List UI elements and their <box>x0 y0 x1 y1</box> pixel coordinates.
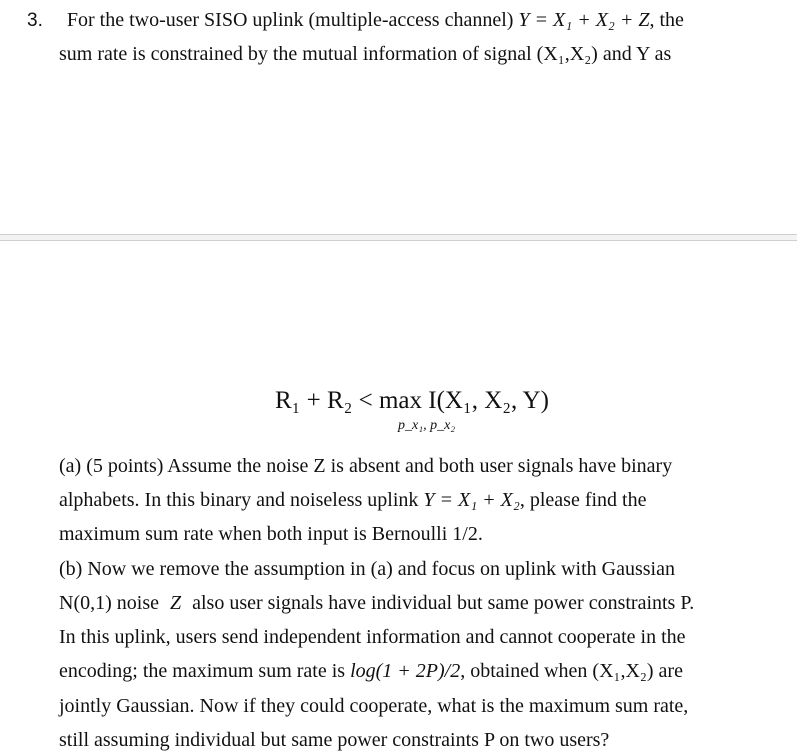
noiseless-equation: Y = X₁ + X₂ <box>423 489 520 511</box>
part-b-line-4 <box>59 659 683 683</box>
part-b-line-6: still assuming individual but same power constraints P on two users? <box>59 729 610 751</box>
part-b-text-4a: encoding; the maximum sum rate is <box>59 660 346 682</box>
sum-rate-formula: log(1 + 2P)/2 <box>350 660 461 682</box>
page-divider <box>0 234 797 241</box>
part-a-line-3: maximum sum rate when both input is Bernoulli 1/2. <box>59 523 483 545</box>
part-a-text-2: alphabets. In this binary and noiseless uplink <box>59 489 419 511</box>
question-number: 3. <box>27 10 43 31</box>
sum-rate-equation: R₁ + R₂ < max I(X₁, X₂, Y) <box>275 387 549 414</box>
question-text-1: For the two-user SISO uplink (multiple-access channel) <box>66 9 514 31</box>
part-b-line-2 <box>59 591 694 615</box>
question-line-1 <box>27 8 684 33</box>
part-a-text-2-tail: , please find the <box>519 489 647 511</box>
question-line-2: sum rate is constrained by the mutual information of signal (X₁,X₂) and Y as <box>59 43 672 65</box>
part-b-text-4b: , obtained when (X₁,X₂) are <box>460 660 683 682</box>
part-b-text-2a: N(0,1) noise <box>59 592 159 614</box>
part-a-line-1: (a) (5 points) Assume the noise Z is absent and both user signals have binary <box>59 455 673 477</box>
part-b-line-5: jointly Gaussian. Now if they could cooperate, what is the maximum sum rate, <box>59 695 689 717</box>
part-b-line-1: (b) Now we remove the assumption in (a) and focus on uplink with Gaussian <box>59 558 675 580</box>
channel-equation: Y = X₁ + X₂ + Z <box>518 9 650 31</box>
part-a-line-2 <box>59 488 646 512</box>
question-text-1-tail: , the <box>649 9 684 31</box>
noise-symbol: Z <box>169 592 182 614</box>
part-b-text-2b: also user signals have individual but same power constraints P. <box>192 592 695 614</box>
part-b-line-3: In this uplink, users send independent information and cannot cooperate in the <box>59 626 686 648</box>
max-subscript: p_x₁, p_x₂ <box>398 418 456 433</box>
